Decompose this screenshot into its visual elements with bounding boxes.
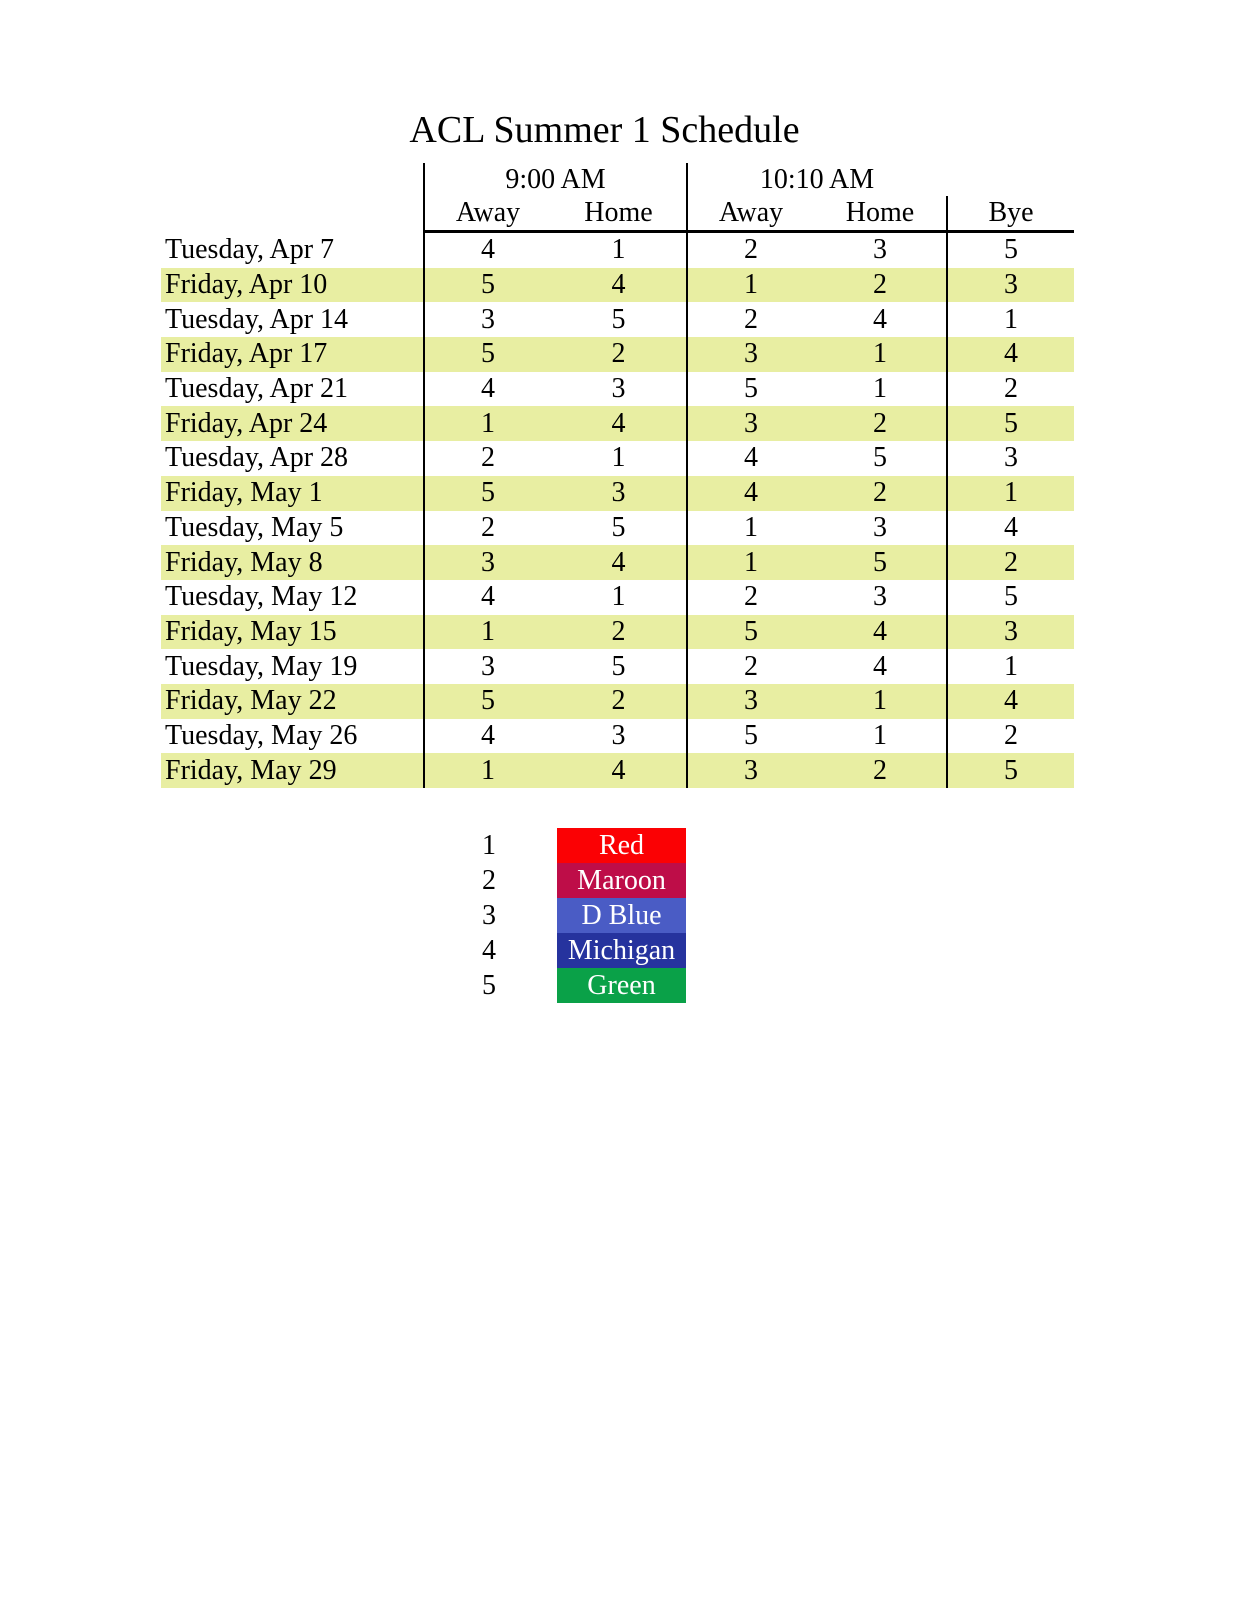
corner-spacer-2 <box>161 196 423 233</box>
bye-cell: 4 <box>946 511 1074 546</box>
home-900-cell: 4 <box>551 545 686 580</box>
header-home-1010: Home <box>814 196 946 233</box>
home-1010-cell: 2 <box>814 406 946 441</box>
date-cell: Tuesday, Apr 7 <box>165 234 335 266</box>
away-900-cell: 4 <box>423 580 551 615</box>
bye-cell: 5 <box>946 580 1074 615</box>
date-cell: Friday, Apr 24 <box>161 406 423 441</box>
away-1010-cell: 2 <box>686 302 814 337</box>
legend-item <box>449 898 686 933</box>
home-900-cell: 4 <box>551 753 686 788</box>
away-1010-cell: 3 <box>686 337 814 372</box>
header-away-900: Away <box>423 196 551 233</box>
home-900-cell: 5 <box>611 511 626 543</box>
home-900-cell: 2 <box>551 615 686 650</box>
date-cell: Friday, May 22 <box>161 684 423 719</box>
away-900-cell: 2 <box>423 511 551 546</box>
legend-color-swatch: Red <box>557 828 686 863</box>
home-1010-cell: 3 <box>873 234 887 266</box>
legend-number: 1 <box>482 829 496 861</box>
away-1010-cell: 4 <box>686 441 814 476</box>
away-1010-cell: 2 <box>686 580 814 615</box>
header-away-1010: Away <box>686 196 814 233</box>
date-cell: Tuesday, Apr 21 <box>165 373 349 405</box>
legend-number: 4 <box>482 934 496 966</box>
away-1010-cell: 1 <box>686 268 814 303</box>
date-cell: Friday, May 29 <box>161 753 423 788</box>
bye-cell: 5 <box>946 233 1074 268</box>
bye-cell: 4 <box>946 337 1074 372</box>
date-cell: Tuesday, Apr 28 <box>165 442 349 474</box>
bye-cell: 2 <box>946 372 1074 407</box>
away-1010-cell: 3 <box>686 753 814 788</box>
away-1010-cell: 4 <box>686 476 814 511</box>
home-1010-cell: 1 <box>873 373 887 405</box>
away-1010-cell: 5 <box>686 372 814 407</box>
away-1010-cell: 5 <box>686 719 814 754</box>
legend-item <box>449 828 686 863</box>
header-time-900: 9:00 AM <box>423 163 686 196</box>
home-1010-cell: 2 <box>814 476 946 511</box>
team-color-legend <box>449 828 686 1003</box>
home-1010-cell: 4 <box>873 303 887 335</box>
away-1010-cell: 3 <box>686 406 814 441</box>
legend-color-swatch: Green <box>557 968 686 1003</box>
home-900-cell: 5 <box>611 303 626 335</box>
date-cell: Friday, Apr 10 <box>161 268 423 303</box>
away-900-cell: 2 <box>423 441 551 476</box>
corner-spacer <box>161 163 423 196</box>
away-1010-cell: 1 <box>686 545 814 580</box>
page-title: ACL Summer 1 Schedule <box>409 109 800 151</box>
away-900-cell: 4 <box>423 233 551 268</box>
home-1010-cell: 5 <box>814 545 946 580</box>
away-900-cell: 5 <box>423 268 551 303</box>
away-900-cell: 4 <box>423 372 551 407</box>
schedule-table <box>161 163 1074 788</box>
home-900-cell: 5 <box>611 650 626 682</box>
away-900-cell: 1 <box>423 753 551 788</box>
bye-cell: 3 <box>946 268 1074 303</box>
home-900-cell: 2 <box>551 684 686 719</box>
date-cell: Friday, Apr 17 <box>161 337 423 372</box>
home-900-cell: 4 <box>551 406 686 441</box>
home-1010-cell: 1 <box>814 684 946 719</box>
bye-cell: 1 <box>946 476 1074 511</box>
date-cell: Friday, May 1 <box>161 476 423 511</box>
away-900-cell: 5 <box>423 684 551 719</box>
home-1010-cell: 3 <box>873 511 887 543</box>
header-bye: Bye <box>946 196 1074 233</box>
legend-color-swatch: Michigan <box>557 933 686 968</box>
home-1010-cell: 1 <box>873 719 887 751</box>
away-900-cell: 3 <box>423 302 551 337</box>
away-1010-cell: 1 <box>686 511 814 546</box>
date-cell: Tuesday, Apr 14 <box>165 303 349 335</box>
header-home-900: Home <box>551 196 686 233</box>
legend-number: 3 <box>482 899 496 931</box>
legend-color-swatch: D Blue <box>557 898 686 933</box>
header-bye-spacer <box>946 163 1074 196</box>
legend-item <box>449 863 686 898</box>
home-900-cell: 3 <box>611 719 626 751</box>
away-900-cell: 5 <box>423 476 551 511</box>
away-1010-cell: 2 <box>686 649 814 684</box>
bye-cell: 1 <box>946 302 1074 337</box>
away-900-cell: 4 <box>423 719 551 754</box>
home-1010-cell: 2 <box>814 753 946 788</box>
legend-number: 2 <box>482 864 496 896</box>
header-time-1010: 10:10 AM <box>686 163 946 196</box>
legend-item <box>449 968 686 1003</box>
bye-cell: 3 <box>946 615 1074 650</box>
home-1010-cell: 3 <box>873 581 887 613</box>
away-900-cell: 1 <box>423 615 551 650</box>
home-1010-cell: 4 <box>873 650 887 682</box>
away-1010-cell: 3 <box>686 684 814 719</box>
legend-number: 5 <box>482 969 496 1001</box>
date-cell: Tuesday, May 26 <box>165 719 358 751</box>
date-cell: Tuesday, May 5 <box>165 511 344 543</box>
home-900-cell: 3 <box>551 476 686 511</box>
bye-cell: 4 <box>946 684 1074 719</box>
bye-cell: 2 <box>946 545 1074 580</box>
home-900-cell: 2 <box>551 337 686 372</box>
home-1010-cell: 1 <box>814 337 946 372</box>
date-cell: Friday, May 15 <box>161 615 423 650</box>
legend-item <box>449 933 686 968</box>
away-900-cell: 3 <box>423 545 551 580</box>
away-1010-cell: 5 <box>686 615 814 650</box>
home-900-cell: 3 <box>611 373 626 405</box>
bye-cell: 5 <box>946 406 1074 441</box>
away-900-cell: 1 <box>423 406 551 441</box>
legend-color-swatch: Maroon <box>557 863 686 898</box>
home-900-cell: 1 <box>611 442 626 474</box>
home-1010-cell: 5 <box>873 442 887 474</box>
date-cell: Tuesday, May 19 <box>165 650 358 682</box>
bye-cell: 3 <box>946 441 1074 476</box>
home-900-cell: 1 <box>611 581 626 613</box>
home-1010-cell: 4 <box>814 615 946 650</box>
bye-cell: 1 <box>946 649 1074 684</box>
date-cell: Tuesday, May 12 <box>165 581 358 613</box>
home-900-cell: 1 <box>611 234 626 266</box>
bye-cell: 5 <box>946 753 1074 788</box>
away-900-cell: 5 <box>423 337 551 372</box>
away-1010-cell: 2 <box>686 233 814 268</box>
bye-cell: 2 <box>946 719 1074 754</box>
home-1010-cell: 2 <box>814 268 946 303</box>
home-900-cell: 4 <box>551 268 686 303</box>
date-cell: Friday, May 8 <box>161 545 423 580</box>
away-900-cell: 3 <box>423 649 551 684</box>
